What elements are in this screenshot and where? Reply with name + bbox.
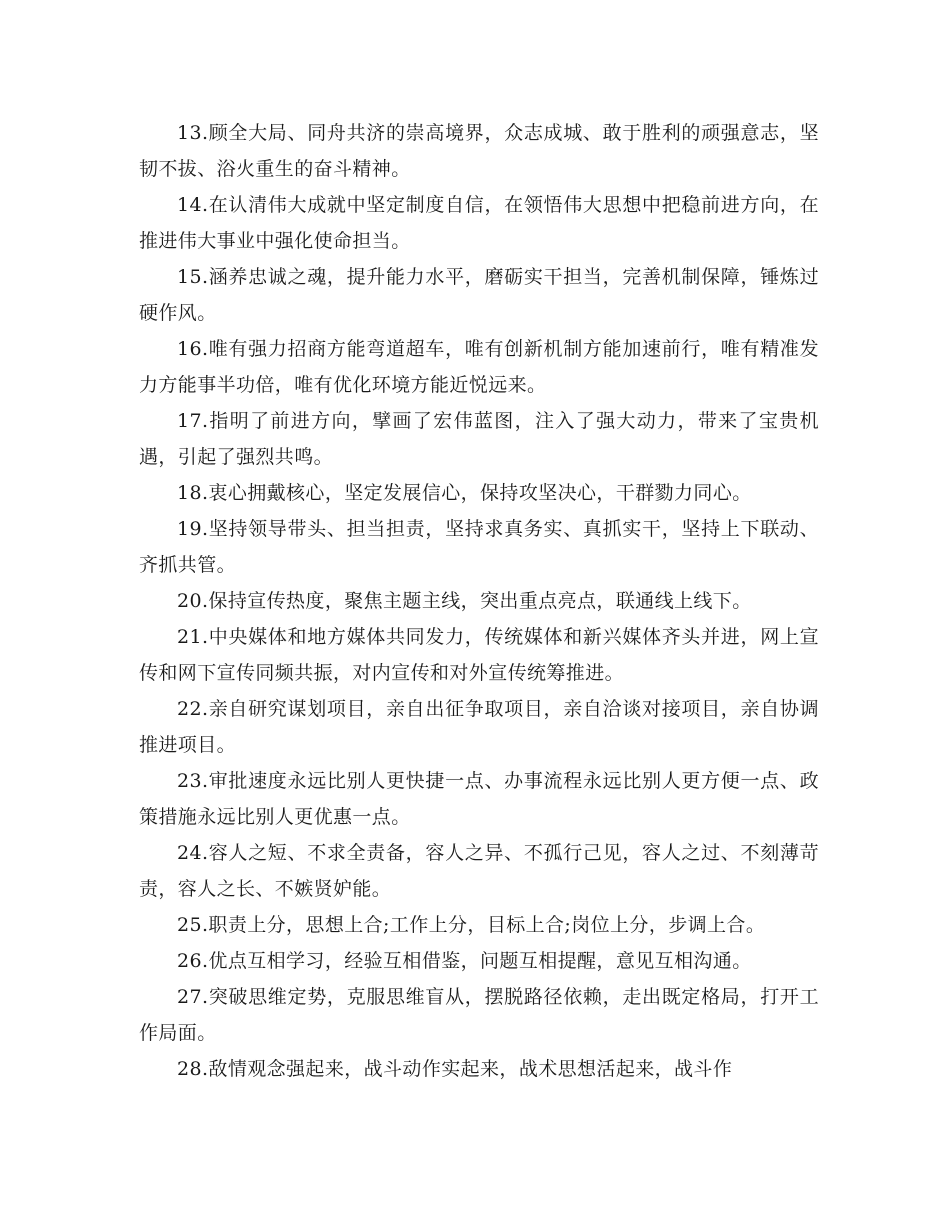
paragraph-18: 18.衷心拥戴核心，坚定发展信心，保持攻坚决心，干群勠力同心。 — [177, 482, 752, 504]
paragraph-17: 17.指明了前进方向，擘画了宏伟蓝图，注入了强大动力，带来了宝贵机遇，引起了强烈共鸣。 — [139, 410, 819, 468]
paragraph-19: 19.坚持领导带头、担当担责，坚持求真务实、真抓实干，坚持上下联动、齐抓共管。 — [139, 518, 819, 576]
paragraph-15: 15.涵养忠诚之魂，提升能力水平，磨砺实干担当，完善机制保障，锤炼过硬作风。 — [139, 266, 819, 324]
paragraph-22: 22.亲自研究谋划项目，亲自出征争取项目，亲自洽谈对接项目，亲自协调推进项目。 — [139, 698, 819, 756]
paragraph-13: 13.顾全大局、同舟共济的崇高境界，众志成城、敢于胜利的顽强意志，坚韧不拔、浴火重生的奋斗精神。 — [139, 122, 819, 180]
paragraph-23: 23.审批速度永远比别人更快捷一点、办事流程永远比别人更方便一点、政策措施永远比别人更优惠一点。 — [139, 770, 819, 828]
paragraph-16: 16.唯有强力招商方能弯道超车，唯有创新机制方能加速前行，唯有精准发力方能事半功倍，唯有优化环境方能近悦远来。 — [139, 338, 819, 396]
paragraph-27: 27.突破思维定势，克服思维盲从，摆脱路径依赖，走出既定格局，打开工作局面。 — [139, 986, 819, 1044]
paragraph-21: 21.中央媒体和地方媒体共同发力，传统媒体和新兴媒体齐头并进，网上宣传和网下宣传同频共振，对内宣传和对外宣传统筹推进。 — [139, 626, 819, 684]
paragraph-14: 14.在认清伟大成就中坚定制度自信，在领悟伟大思想中把稳前进方向，在推进伟大事业中强化使命担当。 — [139, 194, 819, 252]
paragraph-25: 25.职责上分，思想上合;工作上分，目标上合;岗位上分，步调上合。 — [177, 914, 766, 936]
paragraph-20: 20.保持宣传热度，聚焦主题主线，突出重点亮点，联通线上线下。 — [177, 590, 752, 612]
paragraph-24: 24.容人之短、不求全责备，容人之异、不孤行己见，容人之过、不刻薄苛责，容人之长、不嫉贤妒能。 — [139, 842, 819, 900]
paragraph-26: 26.优点互相学习，经验互相借鉴，问题互相提醒，意见互相沟通。 — [177, 950, 752, 972]
document-body — [139, 115, 819, 1087]
paragraph-28: 28.敌情观念强起来，战斗动作实起来，战术思想活起来，战斗作 — [177, 1058, 733, 1080]
